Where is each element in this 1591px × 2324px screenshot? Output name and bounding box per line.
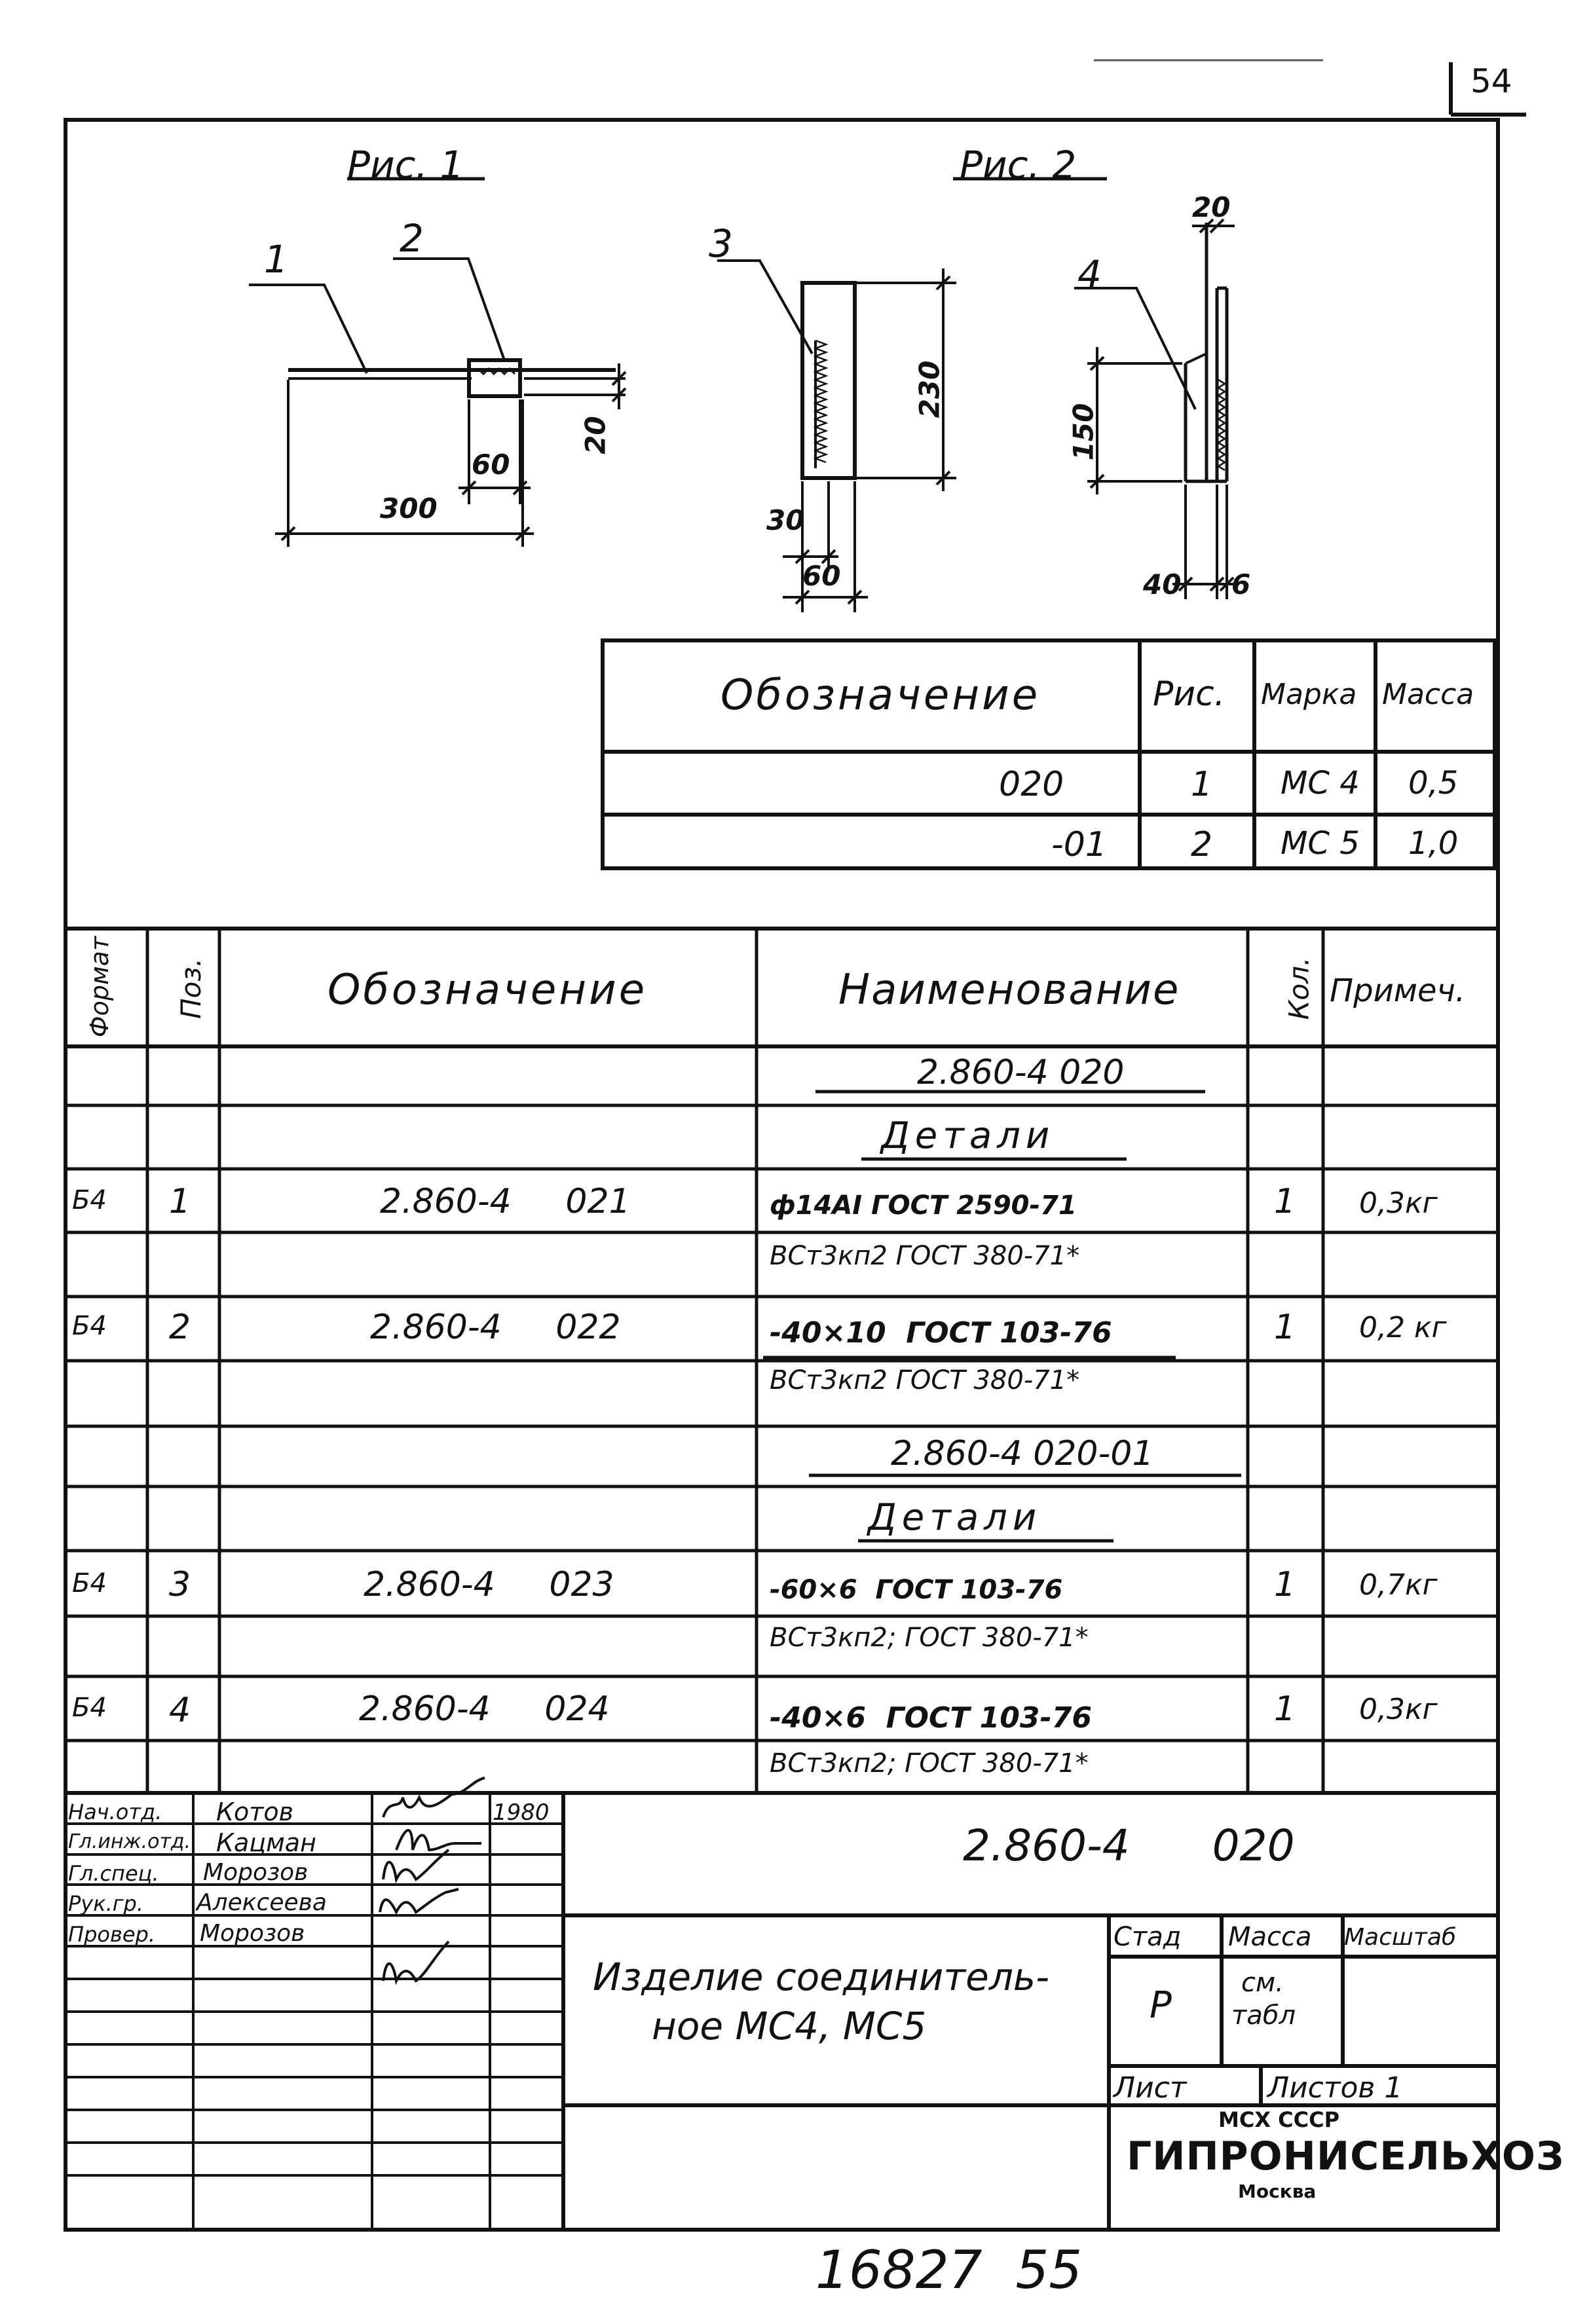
tb-mass-value-2: табл	[1231, 2001, 1296, 2031]
tb-org-line3: Москва	[1238, 2181, 1317, 2202]
variants-header-mark: Марка	[1261, 678, 1357, 711]
fig2-dim-60: 60	[802, 560, 841, 592]
footer-number: 16827 55	[815, 2240, 1083, 2300]
spec-row1-qty: 1	[1274, 1182, 1296, 1221]
spec-row2-pos: 2	[169, 1308, 191, 1347]
tb-role-5: Провер.	[68, 1922, 155, 1947]
tb-org-line1: МСХ СССР	[1218, 2107, 1340, 2132]
tb-title-line1: Изделие соединитель-	[593, 1955, 1050, 1999]
tb-name-1: Котов	[216, 1798, 294, 1826]
spec-group1-subtitle: Детали	[881, 1115, 1055, 1157]
spec-row3-format: Б4	[72, 1568, 107, 1598]
tb-doc-code: 2.860-4 020	[963, 1820, 1295, 1871]
fig2-dim-230: 230	[913, 360, 946, 418]
fig2-callout-3: 3	[709, 221, 733, 266]
variants-header-designation: Обозначение	[721, 671, 1041, 720]
variants-row2-mark: МС 5	[1281, 825, 1360, 862]
spec-row3-name1: -60×6 ГОСТ 103-76	[770, 1575, 1063, 1605]
spec-row1-name2: ВСт3кп2 ГОСТ 380-71*	[770, 1241, 1080, 1271]
spec-row3-designation: 2.860-4 023	[364, 1565, 614, 1604]
variants-row1-mass: 0,5	[1408, 765, 1459, 802]
spec-row4-name2: ВСт3кп2; ГОСТ 380-71*	[770, 1748, 1089, 1779]
tb-role-3: Гл.спец.	[68, 1861, 159, 1886]
tb-role-2: Гл.инж.отд.	[68, 1830, 191, 1853]
fig2-title: Рис. 2	[960, 143, 1077, 187]
spec-row4-designation: 2.860-4 024	[359, 1689, 610, 1729]
fig2-callout-4: 4	[1077, 252, 1102, 297]
spec-row3-pos: 3	[169, 1565, 191, 1604]
spec-group1-title: 2.860-4 020	[917, 1053, 1125, 1092]
spec-row3-note: 0,7кг	[1359, 1568, 1438, 1602]
tb-name-5: Морозов	[200, 1920, 305, 1947]
spec-row2-designation: 2.860-4 022	[370, 1308, 621, 1347]
tb-role-4: Рук.гр.	[68, 1891, 144, 1916]
spec-row3-name2: ВСт3кп2; ГОСТ 380-71*	[770, 1623, 1089, 1653]
spec-row1-note: 0,3кг	[1359, 1187, 1438, 1220]
spec-row2-format: Б4	[72, 1311, 107, 1341]
tb-role-1: Нач.отд.	[68, 1799, 162, 1824]
spec-row4-format: Б4	[72, 1693, 107, 1723]
spec-header-format: Формат	[85, 936, 115, 1038]
spec-row3-qty: 1	[1274, 1565, 1296, 1604]
variants-row1-fig: 1	[1191, 765, 1213, 804]
spec-row1-format: Б4	[72, 1185, 107, 1215]
tb-label-mass: Масса	[1228, 1922, 1312, 1952]
fig1-title: Рис. 1	[347, 143, 464, 187]
tb-org-line2: ГИПРОНИСЕЛЬХОЗ	[1127, 2133, 1565, 2179]
spec-row1-name1: ф14АI ГОСТ 2590-71	[770, 1190, 1077, 1221]
tb-date-1: 1980	[493, 1799, 550, 1826]
fig1-dim-60: 60	[472, 449, 510, 481]
tb-name-3: Морозов	[203, 1859, 309, 1886]
fig1-dim-20: 20	[579, 416, 612, 454]
spec-row4-pos: 4	[169, 1691, 191, 1730]
tb-title-line2: ное МС4, МС5	[652, 2004, 927, 2048]
fig2-dim-30: 30	[766, 504, 805, 536]
spec-row4-name1: -40×6 ГОСТ 103-76	[770, 1701, 1093, 1735]
variants-row1-mark: МС 4	[1281, 765, 1360, 802]
tb-mass-value-1: см.	[1241, 1968, 1284, 1998]
spec-header-note: Примеч.	[1330, 972, 1466, 1009]
spec-row2-note: 0,2 кг	[1359, 1311, 1447, 1344]
spec-row4-note: 0,3кг	[1359, 1693, 1438, 1726]
spec-row2-qty: 1	[1274, 1308, 1296, 1347]
fig2-dim-150: 150	[1067, 403, 1100, 461]
spec-header-pos: Поз.	[174, 958, 207, 1019]
fig2-dim-6: 6	[1231, 568, 1251, 600]
variants-header-fig: Рис.	[1153, 674, 1226, 714]
tb-label-stage: Стад	[1114, 1922, 1182, 1952]
tb-name-4: Алексеева	[197, 1889, 327, 1916]
tb-label-scale: Масштаб	[1344, 1924, 1457, 1951]
fig1-dim-300: 300	[380, 492, 438, 525]
spec-header-designation: Обозначение	[328, 966, 648, 1014]
spec-row4-qty: 1	[1274, 1689, 1296, 1729]
spec-row2-name1: -40×10 ГОСТ 103-76	[770, 1316, 1112, 1350]
spec-group2-title: 2.860-4 020-01	[891, 1434, 1154, 1473]
fig1-callout-1: 1	[264, 237, 288, 282]
tb-name-2: Кацман	[216, 1828, 316, 1857]
page-number: 54	[1470, 62, 1512, 100]
variants-row2-fig: 2	[1191, 825, 1213, 864]
variants-row2-mass: 1,0	[1408, 825, 1459, 862]
tb-stage-value: Р	[1150, 1984, 1172, 2027]
variants-row2-designation: -01	[1051, 825, 1107, 864]
spec-header-name: Наименование	[838, 966, 1180, 1014]
fig2-dim-20: 20	[1192, 191, 1231, 223]
variants-row1-designation: 020	[999, 765, 1064, 804]
tb-label-sheets: Листов 1	[1267, 2071, 1403, 2105]
variants-header-mass: Масса	[1382, 678, 1474, 711]
spec-group2-subtitle: Детали	[868, 1496, 1042, 1539]
fig1-callout-2: 2	[400, 216, 424, 261]
tb-label-sheet: Лист	[1114, 2071, 1187, 2105]
spec-row1-designation: 2.860-4 021	[380, 1182, 631, 1221]
spec-row2-name2: ВСт3кп2 ГОСТ 380-71*	[770, 1365, 1080, 1395]
spec-header-qty: Кол.	[1282, 957, 1315, 1020]
fig2-dim-40: 40	[1143, 568, 1182, 600]
spec-row1-pos: 1	[169, 1182, 191, 1221]
